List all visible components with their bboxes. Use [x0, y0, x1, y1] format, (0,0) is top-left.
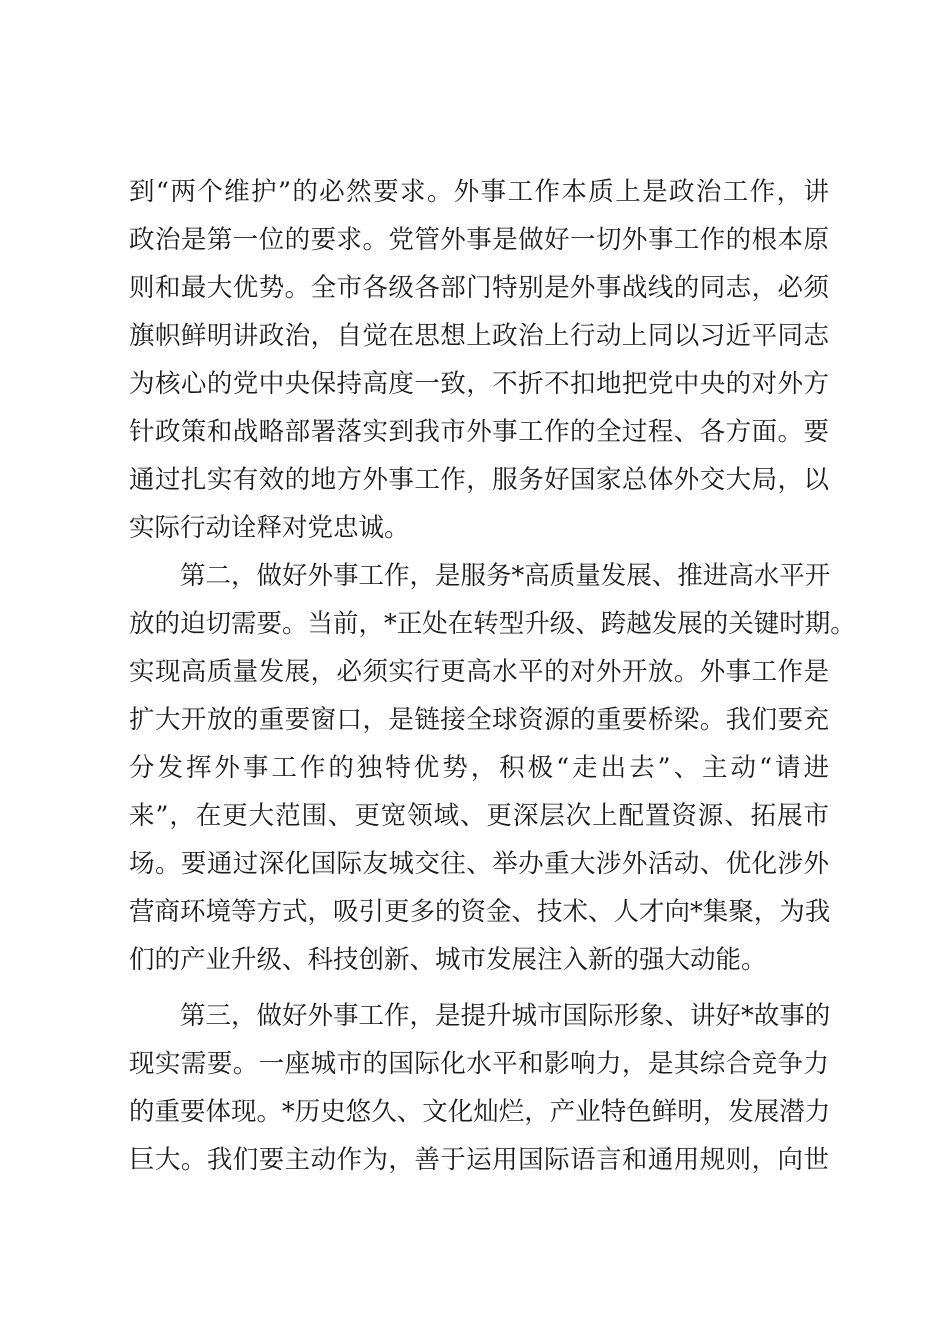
- paragraph-2-line-1: 第二，做好外事工作，是服务*高质量发展、推进高水平开: [180, 561, 831, 591]
- paragraph-1-line-7: 通过扎实有效的地方外事工作，服务好国家总体外交大局，以: [129, 465, 829, 495]
- paragraph-2-line-4: 扩大开放的重要窗口，是链接全球资源的重要桥梁。我们要充: [129, 705, 829, 735]
- paragraph-2-line-5: 分发挥外事工作的独特优势，积极“走出去”、主动“请进: [129, 753, 829, 783]
- paragraph-1-line-5: 为核心的党中央保持高度一致，不折不扣地把党中央的对外方: [129, 369, 829, 399]
- paragraph-2-line-9: 们的产业升级、科技创新、城市发展注入新的强大动能。: [129, 945, 767, 975]
- paragraph-2-line-2: 放的迫切需要。当前，*正处在转型升级、跨越发展的关键时期。: [129, 609, 856, 639]
- paragraph-1-line-4: 旗帜鲜明讲政治，自觉在思想上政治上行动上同以习近平同志: [129, 321, 829, 351]
- paragraph-3-line-2: 现实需要。一座城市的国际化水平和影响力，是其综合竞争力: [129, 1049, 829, 1079]
- paragraph-1-line-2: 政治是第一位的要求。党管外事是做好一切外事工作的根本原: [129, 225, 829, 255]
- paragraph-2-line-6: 来”，在更大范围、更宽领域、更深层次上配置资源、拓展市: [129, 801, 829, 831]
- paragraph-3-line-1: 第三，做好外事工作，是提升城市国际形象、讲好*故事的: [180, 1001, 831, 1031]
- paragraph-2-line-8: 营商环境等方式，吸引更多的资金、技术、人才向*集聚，为我: [129, 897, 831, 927]
- paragraph-3-line-3: 的重要体现。*历史悠久、文化灿烂，产业特色鲜明，发展潜力: [129, 1097, 831, 1127]
- paragraph-2-line-7: 场。要通过深化国际友城交往、举办重大涉外活动、优化涉外: [129, 849, 829, 879]
- paragraph-1-line-3: 则和最大优势。全市各级各部门特别是外事战线的同志，必须: [129, 273, 829, 303]
- paragraph-1-line-8: 实际行动诠释对党忠诚。: [129, 513, 410, 543]
- paragraph-2-line-3: 实现高质量发展，必须实行更高水平的对外开放。外事工作是: [129, 657, 829, 687]
- paragraph-3-line-4: 巨大。我们要主动作为，善于运用国际语言和通用规则，向世: [129, 1145, 829, 1175]
- paragraph-1-line-6: 针政策和战略部署落实到我市外事工作的全过程、各方面。要: [129, 417, 829, 447]
- paragraph-1-line-1: 到“两个维护”的必然要求。外事工作本质上是政治工作，讲: [129, 177, 829, 207]
